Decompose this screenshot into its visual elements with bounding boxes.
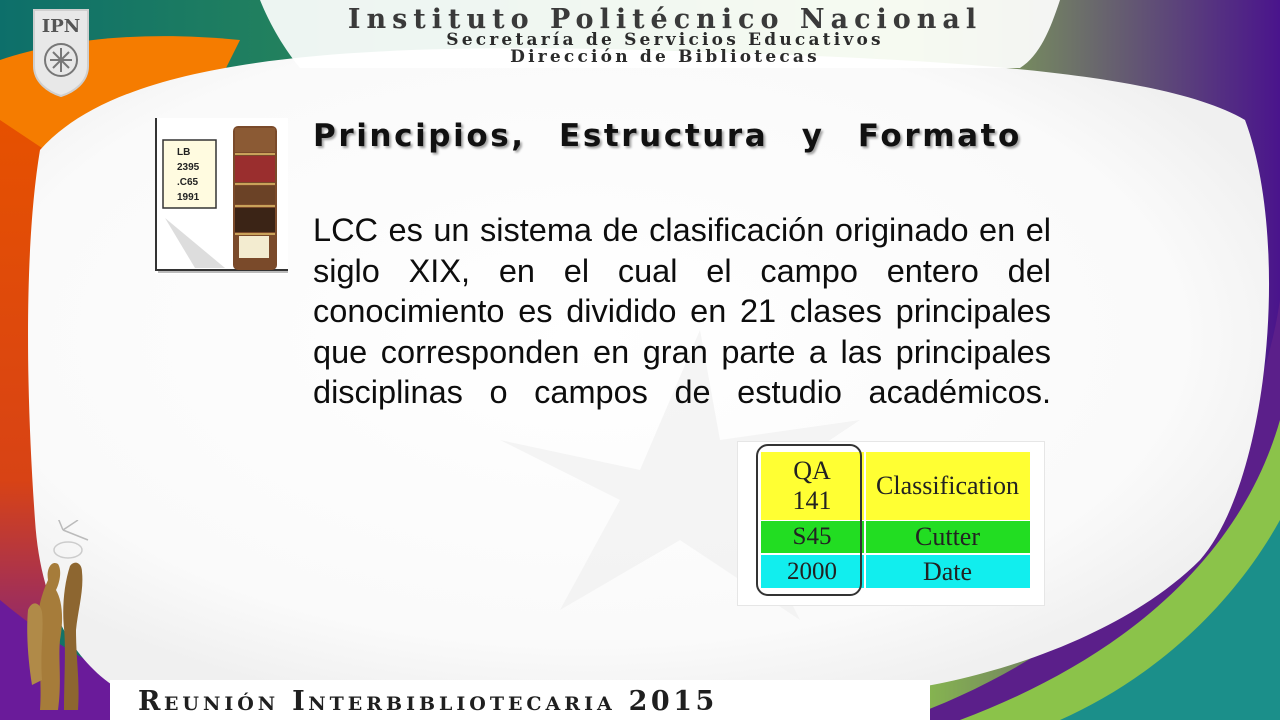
column-divider	[864, 452, 866, 588]
footer-word-1-cap: R	[138, 686, 164, 717]
footer-year: 2015	[628, 686, 718, 717]
footer-word-2-cap: I	[292, 686, 309, 717]
book-spine-image	[155, 118, 288, 274]
label-line-3: .C65	[177, 177, 199, 188]
classification-label: Classification	[876, 471, 1019, 500]
footer-event-title	[138, 686, 908, 717]
institution-title: Instituto Politécnico Nacional	[347, 4, 983, 35]
cutter-label: Cutter	[915, 522, 980, 551]
label-line-4: 1991	[177, 192, 200, 203]
direction-subtitle: Dirección de Bibliotecas	[510, 47, 820, 67]
call-number-date: 2000	[787, 558, 837, 585]
call-number-table	[737, 441, 1045, 606]
date-label: Date	[922, 557, 973, 586]
footer-word-1-rest: EUNIÓN	[163, 693, 280, 715]
logo-text: IPN	[41, 16, 81, 37]
footer-word-2-rest: NTERBIBLIOTECARIA	[308, 693, 616, 715]
call-number-cutter: S45	[792, 523, 832, 550]
label-line-2: 2395	[177, 162, 200, 173]
slide-body-text: LCC es un sistema de clasificación originado en el siglo XIX, en el cual el campo entero del conocimiento es dividido en 21 clases principales que corresponden en gran parte a las principales disciplinas o campos de estudio académicos.	[313, 212, 1051, 410]
slide-title: Principios, Estructura y Formato	[313, 118, 1022, 154]
ipn-logo-icon	[30, 6, 92, 98]
monument-statue-icon	[18, 520, 100, 710]
label-line-1: LB	[177, 147, 191, 158]
call-number-class: QA 141	[792, 456, 832, 515]
secretariat-subtitle: Secretaría de Servicios Educativos	[446, 30, 884, 50]
call-number-highlight	[756, 444, 862, 596]
